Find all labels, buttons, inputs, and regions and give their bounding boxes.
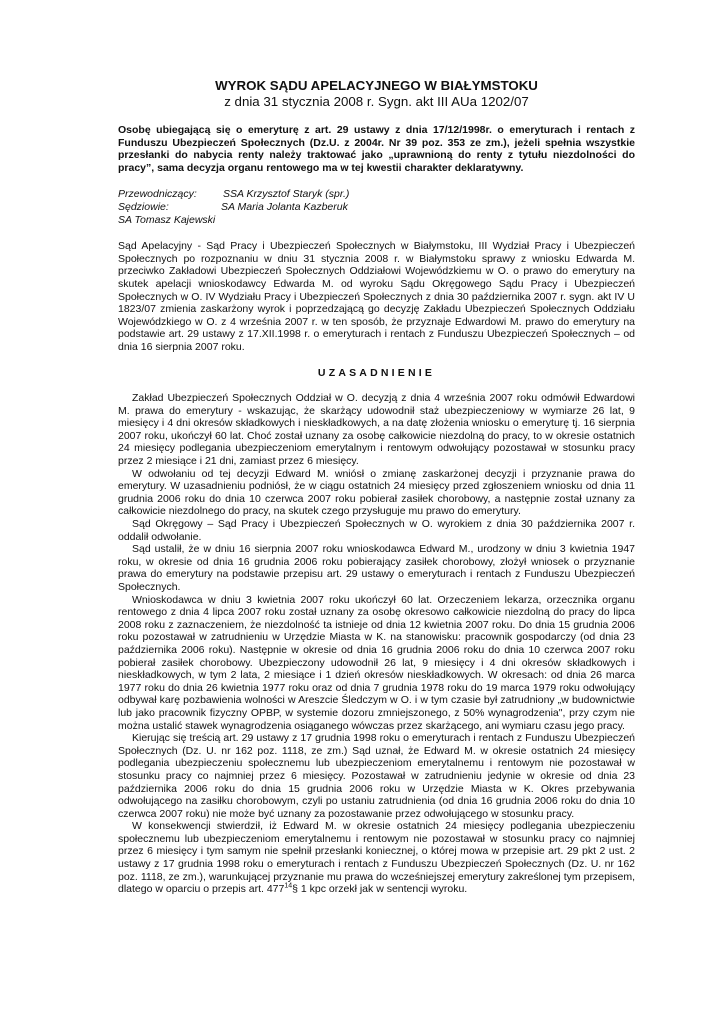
justification-paragraph: W odwołaniu od tej decyzji Edward M. wniósł o zmianę zaskarżonej decyzji i przyznanie prawa do emerytury. W uzasadnieniu podniósł, że w ciągu ostatnich 24 miesięcy przed zgłoszeniem wniosku od dnia 11 grudnia 2006 roku do dnia 10 czerwca 2007 roku pobierał zasiłek chorobowy, a następnie został uznany za całkowicie niezdolnego do pracy, na skutek czego przysługuje mu prawo do emerytury. xyxy=(118,467,635,518)
bench-chair-row xyxy=(118,188,635,201)
article-superscript: 14 xyxy=(284,882,293,890)
verdict-paragraph: Sąd Apelacyjny - Sąd Pracy i Ubezpieczeń Społecznych w Białymstoku, III Wydział Pracy i Ubezpieczeń Społecznych po rozpoznaniu w dniu 31 stycznia 2008 r. w Białymstoku sprawy z wniosku Edwarda M. przeciwko Zakładowi Ubezpieczeń Społecznych Oddziałowi Wojewódzkiemu w O. o prawo do emerytury na skutek apelacji wnioskodawcy Edwarda M. od wyroku Sądu Okręgowego Sądu Pracy i Ubezpieczeń Społecznych w O. IV Wydziału Pracy i Ubezpieczeń Społecznych z dnia 30 października 2007 r. sygn. akt IV U 1823/07 zmienia zaskarżony wyrok i poprzedzającą go decyzję Zakładu Ubezpieczeń Społecznych Oddziału Wojewódzkiego w O. z 4 września 2007 r. w ten sposób, że przyznaje Edwardowi M. prawo do emerytury na podstawie art. 29 ustawy z 17.XII.1998 r. o emeryturach i rentach z Funduszu Ubezpieczeń Społecznych – od dnia 16 sierpnia 2007 roku. xyxy=(118,240,635,353)
justification-paragraph: Sąd Okręgowy – Sąd Pracy i Ubezpieczeń Społecznych w O. wyrokiem z dnia 30 października 2007 r. oddalił odwołanie. xyxy=(118,518,635,543)
bench-judges-role: Sędziowie: xyxy=(118,200,169,213)
bench-judge-2: SA Tomasz Kajewski xyxy=(118,213,216,226)
document-title: WYROK SĄDU APELACYJNEGO W BIAŁYMSTOKU xyxy=(215,78,538,93)
bench-judge-2-row xyxy=(118,214,635,227)
thesis-paragraph: Osobę ubiegającą się o emeryturę z art. 29 ustawy z dnia 17/12/1998r. o emeryturach i rentach z Funduszu Ubezpieczeń Społecznych (Dz.U. z 2004r. Nr 39 poz. 353 ze zm.), jeżeli spełnia wszystkie przesłanki do nabycia renty należy traktować jako „uprawnioną do renty z tytułu niezdolności do pracy”, sama decyzja organu rentowego ma w tej kwestii charakter deklaratywny. xyxy=(118,124,635,174)
justification-paragraph: Wnioskodawca w dniu 3 kwietnia 2007 roku ukończył 60 lat. Orzeczeniem lekarza, orzecznika organu rentowego z dnia 4 lipca 2007 roku został uznany za osobę okresowo całkowicie niezdolną do pracy do lipca 2008 roku z zaznaczeniem, że niezdolność ta istnieje od dnia 12 kwietnia 2007 roku. Do dnia 15 grudnia 2006 roku pozostawał w zatrudnieniu w Urzędzie Miasta w K. na stanowisku: pracownik gospodarczy (od dnia 23 października 2006 roku). Następnie w okresie od dnia 16 grudnia 2006 roku do dnia 10 czerwca 2007 roku pobierał zasiłek chorobowy. Ubezpieczony udowodnił 26 lat, 9 miesięcy i 4 dni okresów składkowych i nieskładkowych, w tym 2 lata, 2 miesiące i 1 dzień okresów nieskładkowych. W okresach: od dnia 26 marca 1977 roku do dnia 26 kwietnia 1977 roku oraz od dnia 7 grudnia 1978 roku do 19 marca 1979 roku odwołujący odbywał karę pozbawienia wolności w Areszcie Śledczym w O. i w tym czasie był zatrudniony „w budownictwie lub jako pracownik fizyczny OPBP, w systemie dozoru zmniejszonego, z 50% wynagrodzenia", przy czym nie można ustalić stawek wynagrodzenia osiąganego wówczas przez skarżącego, ani wymiaru czasu jego pracy. xyxy=(118,593,635,732)
justification-paragraph: Zakład Ubezpieczeń Społecznych Oddział w O. decyzją z dnia 4 września 2007 roku odmówił Edwardowi M. prawa do emerytury - wskazując, że skarżący udowodnił staż ubezpieczeniowy w wymiarze 26 lat, 9 miesięcy i 4 dni okresów składkowych i nieskładkowych, a na datę złożenia wniosku o emeryturę tj. 16 sierpnia 2007 roku, ukończył 60 lat. Choć został uznany za osobę całkowicie niezdolną do pracy, to w okresie ostatnich 24 miesięcy podlegania ubezpieczeniom emerytalnym i rentowym odwołujący pozostawał w stosunku pracy przez 2 miesiące i 21 dni, zamiast przez 6 miesięcy. xyxy=(118,392,635,468)
section-heading: UZASADNIENIE xyxy=(317,366,436,379)
document-subtitle: z dnia 31 stycznia 2008 r. Sygn. akt III AUa 1202/07 xyxy=(224,94,529,109)
final-text-part-1: W konsekwencji stwierdził, iż Edward M. w okresie ostatnich 24 miesięcy podlegania ubezpieczeniu społecznemu lub ubezpieczeniom emerytalnemu i rentowym nie pozostawał w stosunku pracy co najmniej przez 6 miesięcy i tym samym nie spełnił przesłanki koniecznej, o której mowa w przepisie art. 29 pkt 2 ust. 2 ustawy z 17 grudnia 1998 roku o emeryturach i rentach z Funduszu Ubezpieczeń Społecznych (Dz. U. nr 162 poz. 1118, ze zm.), warunkującej przyznanie mu prawa do wcześniejszej emerytury zakreślonej tym przepisem, dlatego w oparciu o przepis art. 477 xyxy=(118,820,635,896)
justification-final-paragraph xyxy=(118,820,635,896)
final-text-part-2: § 1 kpc orzekł jak w sentencji wyroku. xyxy=(292,883,468,896)
bench-judges-row xyxy=(118,201,635,214)
justification-paragraph: Sąd ustalił, że w dniu 16 sierpnia 2007 roku wnioskodawca Edward M., urodzony w dniu 3 kwietnia 1947 roku, w okresie od dnia 16 grudnia 2006 roku pobierający zasiłek chorobowy, złożył wniosek o przyznanie prawa do emerytury na podstawie przepisu art. 29 ustawy o emeryturach i rentach z Funduszu Ubezpieczeń Społecznych. xyxy=(118,543,635,593)
bench-composition xyxy=(118,188,635,226)
bench-chair-name: SSA Krzysztof Staryk (spr.) xyxy=(223,188,350,201)
bench-chair-role: Przewodniczący: xyxy=(118,188,197,201)
justification-paragraph: Kierując się treścią art. 29 ustawy z 17 grudnia 1998 roku o emeryturach i rentach z Funduszu Ubezpieczeń Społecznych (Dz. U. nr 162 poz. 1118, ze zm.) Sąd uznał, że Edward M. w okresie ostatnich 24 miesięcy podlegania ubezpieczeniu społecznemu lub ubezpieczeniom emerytalnemu i rentowym nie pozostawał w stosunku pracy co najmniej przez 6 miesięcy. Pozostawał w zatrudnieniu jedynie w okresie od dnia 23 października 2006 roku do dnia 15 grudnia 2006 roku w Urzędzie Miasta w K. Okres przebywania odwołującego na zasiłku chorobowym, czyli po ustaniu zatrudnienia (od dnia 16 grudnia 2006 roku do dnia 10 czerwca 2007 roku) nie może być uznany za pozostawanie przez odwołującego w stosunku pracy. xyxy=(118,732,635,820)
bench-judge-1: SA Maria Jolanta Kazberuk xyxy=(221,200,348,213)
